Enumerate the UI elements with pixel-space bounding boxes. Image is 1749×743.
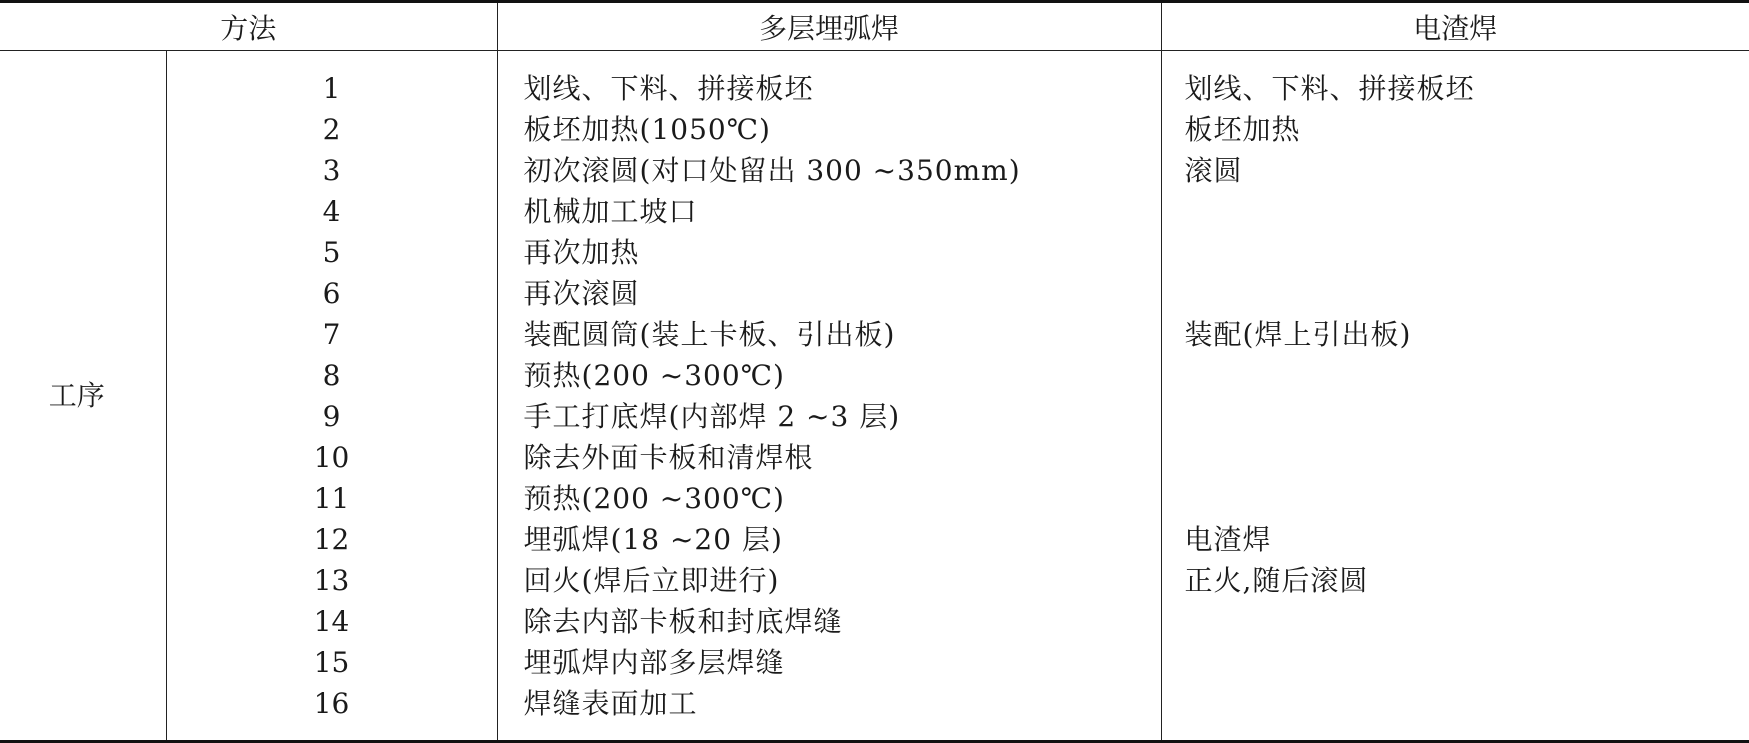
esw-step: 板坯加热 [1184,113,1301,146]
step-number: 8 [322,359,341,392]
esw-step: 滚圆 [1184,154,1243,187]
esw-step [1185,601,1749,642]
step-number: 13 [313,564,350,597]
submerged-arc-steps-column [497,51,1161,742]
esw-step: 正火,随后滚圆 [1184,564,1369,597]
esw-step [1185,683,1749,724]
esw-step [1185,232,1749,273]
step-number: 4 [322,195,341,228]
saw-step: 再次滚圆 [523,277,640,310]
esw-step: 划线、下料、拼接板坯 [1184,72,1475,105]
procedure-row [0,51,1749,742]
step-number: 6 [322,277,341,310]
esw-step [1185,642,1749,683]
step-number: 14 [313,605,350,638]
saw-step: 焊缝表面加工 [523,687,698,720]
saw-step: 预热(200 ~300℃) [523,359,785,392]
esw-step [1185,273,1749,314]
row-label-procedure: 工序 [0,51,166,742]
step-numbers-column [166,51,497,742]
saw-step: 再次加热 [523,236,640,269]
step-number: 11 [313,482,350,515]
saw-step: 除去内部卡板和封底焊缝 [523,605,843,638]
header-submerged-arc-welding: 多层埋弧焊 [497,2,1161,51]
saw-step: 机械加工坡口 [523,195,698,228]
header-method: 方法 [0,2,497,51]
saw-step: 划线、下料、拼接板坯 [523,72,814,105]
esw-step: 电渣焊 [1184,523,1272,556]
saw-step: 预热(200 ~300℃) [523,482,785,515]
electroslag-steps-column [1161,51,1749,742]
esw-step [1185,355,1749,396]
header-row [0,2,1749,51]
step-number: 5 [322,236,341,269]
esw-step [1185,191,1749,232]
esw-step [1185,478,1749,519]
header-electroslag-welding: 电渣焊 [1161,2,1749,51]
esw-step [1185,437,1749,478]
saw-step: 埋弧焊内部多层焊缝 [523,646,785,679]
step-number: 3 [322,154,341,187]
saw-step: 埋弧焊(18 ~20 层) [523,523,783,556]
step-number: 12 [313,523,350,556]
saw-step: 装配圆筒(装上卡板、引出板) [523,318,896,351]
step-number: 16 [313,687,350,720]
step-number: 7 [322,318,341,351]
step-number: 1 [322,72,341,105]
saw-step: 除去外面卡板和清焊根 [523,441,814,474]
step-number: 15 [313,646,350,679]
saw-step: 板坯加热(1050℃) [523,113,771,146]
step-number: 2 [322,113,341,146]
saw-step: 初次滚圆(对口处留出 300 ~350mm) [523,154,1021,187]
esw-step [1185,396,1749,437]
saw-step: 手工打底焊(内部焊 2 ~3 层) [523,400,901,433]
esw-step: 装配(焊上引出板) [1184,318,1412,351]
saw-step: 回火(焊后立即进行) [523,564,780,597]
step-number: 9 [322,400,341,433]
step-number: 10 [313,441,350,474]
